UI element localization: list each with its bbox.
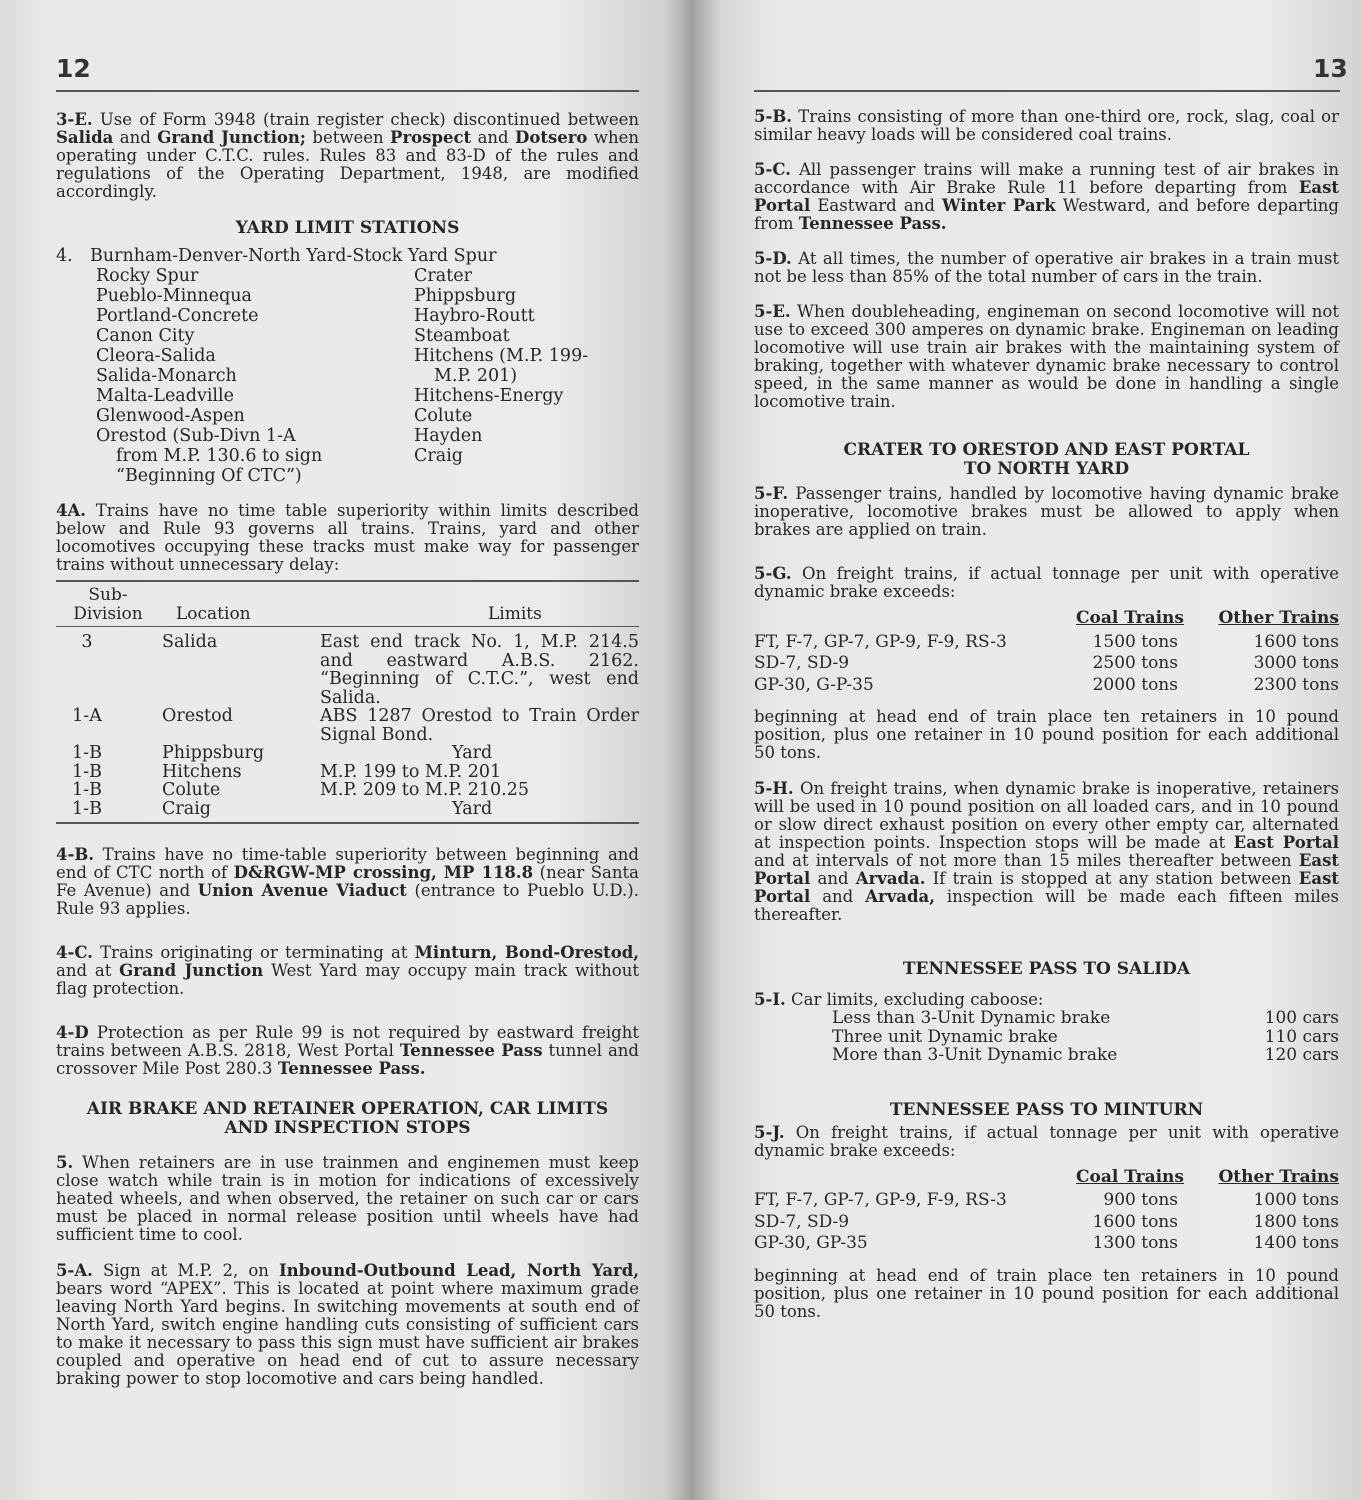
header-rule	[56, 90, 639, 92]
station: Colute	[414, 406, 473, 426]
page-number: 12	[56, 54, 91, 83]
paragraph-5c: 5-C. All passenger trains will make a running test of air brakes in accordance with Air Brake Rule 11 before departing from East Portal Eastward and Winter Park Westward, and before departing from Tennessee Pass.	[754, 160, 1339, 233]
page-number: 13	[1313, 54, 1348, 83]
station: Salida-Monarch	[96, 366, 237, 386]
paragraph-5f: 5-F. Passenger trains, handled by locomotive having dynamic brake inoperative, locomotive brakes must be allowed to apply when brakes are applied on train.	[754, 484, 1339, 539]
station: from M.P. 130.6 to sign	[116, 446, 323, 466]
table-row: Three unit Dynamic brake 110 cars	[832, 1026, 1339, 1047]
station: Hitchens (M.P. 199-	[414, 346, 589, 366]
station: Hayden	[414, 426, 483, 446]
crater-heading: CRATER TO ORESTOD AND EAST PORTAL TO NORTH YARD	[843, 440, 1250, 479]
table-row: 1-B Phippsburg Yard	[72, 743, 493, 763]
table-row: 1-B Colute M.P. 209 to M.P. 210.25	[72, 780, 530, 800]
paragraph-3e: 3-E. Use of Form 3948 (train register check) discontinued between Salida and Grand Junction; between Prospect and Dotsero when operating under C.T.C. rules. Rules 83 and 83-D of the rules and regulations of the Operating Department, 1948, are modified accordingly.	[56, 110, 639, 201]
left-column	[56, 111, 639, 1388]
station: Craig	[414, 446, 463, 466]
paragraph-5g: 5-G. On freight trains, if actual tonnage per unit with operative dynamic brake exceeds:	[754, 564, 1339, 601]
station: “Beginning Of CTC”)	[116, 466, 302, 486]
station: Hitchens-Energy	[414, 386, 564, 406]
paragraph-5e: 5-E. When doubleheading, engineman on second locomotive will not use to exceed 300 amperes on dynamic brake. Engineman on leading locomotive will use train air brakes with the maintaining system of braking, together with whatever dynamic brake necessary to control speed, in the same manner as would be done in handling a single locomotive train.	[754, 302, 1339, 411]
tennessee-minturn-heading: TENNESSEE PASS TO MINTURN	[889, 1099, 1204, 1120]
yard-station-list	[96, 266, 639, 486]
table-header: Sub- Division Location Limits	[56, 586, 639, 627]
table-row: GP-30, G-P-35 2000 tons 2300 tons	[754, 674, 1339, 695]
car-limits-table	[754, 1009, 1339, 1065]
station: Pueblo-Minnequa	[96, 286, 252, 306]
station: Steamboat	[414, 326, 510, 346]
paragraph-5h: 5-H. On freight trains, when dynamic brake is inoperative, retainers will be used in 10 pound position on all loaded cars, and in 10 pound or slow direct exhaust position on every other empty car, alternated at inspection points. Inspection stops will be made at East Portal and at intervals of not more than 15 miles thereafter between East Portal and Arvada. If train is stopped at any station between East Portal and Arvada, inspection will be made each fifteen miles thereafter.	[754, 779, 1339, 924]
table-row: More than 3-Unit Dynamic brake 120 cars	[832, 1045, 1339, 1065]
station: Haybro-Routt	[414, 306, 535, 326]
table-header: Coal Trains Other Trains	[1075, 608, 1339, 628]
paragraph-5j-after: beginning at head end of train place ten retainers in 10 pound position, plus one retainer in 10 pound position for each additional 50 tons.	[754, 1265, 1339, 1321]
station: M.P. 201)	[434, 366, 518, 386]
table-row: SD-7, SD-9 2500 tons 3000 tons	[754, 653, 1339, 673]
yard-limits-table	[56, 580, 639, 824]
paragraph-5g-after: beginning at head end of train place ten retainers in 10 pound position, plus one retainer in 10 pound position for each additional 50 tons.	[754, 707, 1339, 762]
right-column	[754, 108, 1339, 1321]
table-header: Coal Trains Other Trains	[1075, 1166, 1339, 1187]
table-row: FT, F-7, GP-7, GP-9, F-9, RS-3 1500 tons 1600 tons	[754, 631, 1339, 652]
station: Phippsburg	[414, 286, 517, 306]
tennessee-salida-heading: TENNESSEE PASS TO SALIDA	[902, 959, 1191, 979]
paragraph-4b: 4-B. Trains have no time-table superiority between beginning and end of CTC north of D&RGW-MP crossing, MP 118.8 (near Santa Fe Avenue) and Union Avenue Viaduct (entrance to Pueblo U.D.). Rule 93 applies.	[56, 845, 639, 918]
paragraph-4: 4. Burnham-Denver-North Yard-Stock Yard Spur	[56, 246, 497, 266]
station: Rocky Spur	[96, 266, 199, 286]
table-row: SD-7, SD-9 1600 tons 1800 tons	[754, 1211, 1339, 1232]
paragraph-5: 5. When retainers are in use trainmen and enginemen must keep close watch while train is in motion for indications of excessively heated wheels, and when observed, the retainer on such car or cars must be placed in normal release position until wheels have had sufficient time to cool.	[56, 1153, 639, 1244]
table-row: 1-B Hitchens M.P. 199 to M.P. 201	[72, 761, 502, 782]
air-brake-heading: AIR BRAKE AND RETAINER OPERATION, CAR LIMITS AND INSPECTION STOPS	[86, 1099, 609, 1138]
table-row: 1-B Craig Yard	[72, 798, 493, 819]
station: Canon City	[96, 326, 195, 346]
paragraph-5d: 5-D. At all times, the number of operative air brakes in a train must not be less than 85% of the total number of cars in the train.	[754, 249, 1339, 286]
table-row: GP-30, GP-35 1300 tons 1400 tons	[754, 1233, 1339, 1253]
station: Orestod (Sub-Divn 1-A	[96, 426, 296, 446]
yard-limit-heading: YARD LIMIT STATIONS	[235, 218, 460, 238]
right-page	[694, 0, 1362, 1500]
station: Cleora-Salida	[96, 346, 216, 366]
station: Glenwood-Aspen	[96, 406, 245, 426]
paragraph-5j: 5-J. On freight trains, if actual tonnage per unit with operative dynamic brake exceeds:	[754, 1122, 1339, 1160]
yard-limits-rows	[56, 633, 639, 818]
header-rule	[754, 90, 1340, 92]
paragraph-5i: 5-I. Car limits, excluding caboose:	[754, 990, 1044, 1009]
station-column-right	[414, 266, 588, 486]
table-row: FT, F-7, GP-7, GP-9, F-9, RS-3 900 tons 1000 tons	[754, 1190, 1339, 1210]
paragraph-5b: 5-B. Trains consisting of more than one-third ore, rock, slag, coal or similar heavy loads will be considered coal trains.	[754, 107, 1339, 144]
table-row: 1-A Orestod ABS 1287 Orestod to Train Order Signal Bond.	[72, 706, 639, 745]
tonnage-table-crater	[754, 609, 1339, 694]
table-row: Less than 3-Unit Dynamic brake 100 cars	[832, 1008, 1339, 1028]
table-row: 3 Salida East end track No. 1, M.P. 214.5 and eastward A.B.S. 2162. “Beginning of C.T.C.”, west end Salida.	[81, 632, 639, 708]
station: Portland-Concrete	[96, 306, 259, 326]
paragraph-4d: 4-D Protection as per Rule 99 is not required by eastward freight trains between A.B.S. 2818, West Portal Tennessee Pass tunnel and crossover Mile Post 280.3 Tennessee Pass.	[56, 1023, 639, 1078]
tonnage-table-minturn	[754, 1168, 1339, 1253]
station-column-left	[96, 266, 414, 486]
paragraph-5a: 5-A. Sign at M.P. 2, on Inbound-Outbound Lead, North Yard, bears word “APEX”. This is located at point where maximum grade leaving North Yard begins. In switching movements at south end of North Yard, switch engine handling cuts consisting of sufficient cars to make it necessary to pass this sign must have sufficient air brakes coupled and operative on head end of cut to assure necessary braking power to stop locomotive and cars being handled.	[56, 1261, 639, 1388]
station: Malta-Leadville	[96, 386, 234, 406]
station: Crater	[414, 266, 472, 286]
paragraph-4c: 4-C. Trains originating or terminating at Minturn, Bond-Orestod, and at Grand Junction West Yard may occupy main track without flag protection.	[56, 943, 640, 998]
paragraph-4a: 4A. Trains have no time table superiority within limits described below and Rule 93 governs all trains. Trains, yard and other locomotives occupying these tracks must make way for passenger trains without unnecessary delay:	[56, 501, 639, 574]
